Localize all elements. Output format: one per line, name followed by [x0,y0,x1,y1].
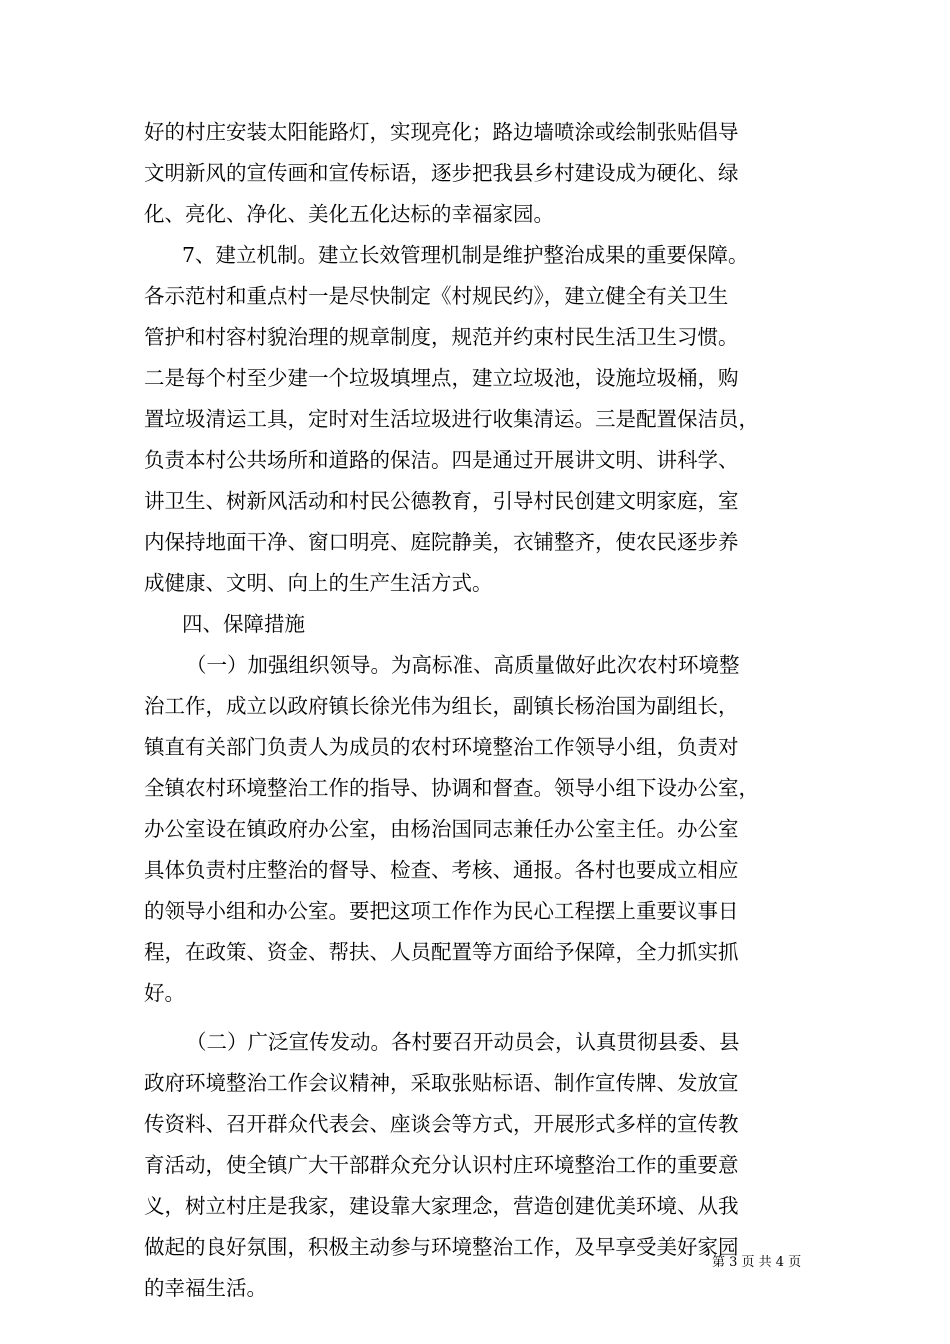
text-line: 全镇农村环境整治工作的指导、协调和督查。领导小组下设办公室， [144,776,759,800]
text-line: 传资料、召开群众代表会、座谈会等方式，开展形式多样的宣传教 [144,1112,739,1136]
text-line: 成健康、文明、向上的生产生活方式。 [144,571,493,595]
text-line: 义，树立村庄是我家，建设靠大家理念，营造创建优美环境、从我 [144,1194,739,1218]
text-line: 各示范村和重点村一是尽快制定《村规民约》，建立健全有关卫生 [144,284,729,308]
text-line: 文明新风的宣传画和宣传标语，逐步把我县乡村建设成为硬化、绿 [144,161,739,185]
text-line: 好。 [144,981,185,1005]
text-line: 负责本村公共场所和道路的保洁。四是通过开展讲文明、讲科学、 [144,448,739,472]
text-line: 镇直有关部门负责人为成员的农村环境整治工作领导小组，负责对 [144,735,739,759]
text-line: 做起的良好氛围，积极主动参与环境整治工作，及早享受美好家园 [144,1235,739,1259]
text-line: 内保持地面干净、窗口明亮、庭院静美，衣铺整齐，使农民逐步养 [144,530,739,554]
text-line: 具体负责村庄整治的督导、检查、考核、通报。各村也要成立相应 [144,858,739,882]
text-line: 的领导小组和办公室。要把这项工作作为民心工程摆上重要议事日 [144,899,739,923]
text-line: 的幸福生活。 [144,1276,267,1300]
text-line: 二是每个村至少建一个垃圾填埋点，建立垃圾池，设施垃圾桶，购 [144,366,739,390]
section-heading: 四、保障措施 [182,612,305,636]
text-line: 7、建立机制。建立长效管理机制是维护整治成果的重要保障。 [182,243,749,267]
text-line: 化、亮化、净化、美化五化达标的幸福家园。 [144,202,554,226]
text-line: 办公室设在镇政府办公室，由杨治国同志兼任办公室主任。办公室 [144,817,739,841]
text-line: （二）广泛宣传发动。各村要召开动员会，认真贯彻县委、县 [186,1030,740,1054]
text-line: 讲卫生、树新风活动和村民公德教育，引导村民创建文明家庭，室 [144,489,739,513]
page-number: 第 3 页 共 4 页 [712,1255,802,1270]
text-line: 育活动，使全镇广大干部群众充分认识村庄环境整治工作的重要意 [144,1153,739,1177]
text-line: 政府环境整治工作会议精神，采取张贴标语、制作宣传牌、发放宣 [144,1071,739,1095]
text-line: 置垃圾清运工具，定时对生活垃圾进行收集清运。三是配置保洁员， [144,407,759,431]
text-line: 好的村庄安装太阳能路灯，实现亮化；路边墙喷涂或绘制张贴倡导 [144,120,739,144]
text-line: 程，在政策、资金、帮扶、人员配置等方面给予保障，全力抓实抓 [144,940,739,964]
text-line: 治工作，成立以政府镇长徐光伟为组长，副镇长杨治国为副组长， [144,694,739,718]
paragraph-gap [144,1014,824,1022]
text-line: 管护和村容村貌治理的规章制度，规范并约束村民生活卫生习惯。 [144,325,739,349]
document-body [144,112,824,1309]
text-line: （一）加强组织领导。为高标准、高质量做好此次农村环境整 [186,653,740,677]
